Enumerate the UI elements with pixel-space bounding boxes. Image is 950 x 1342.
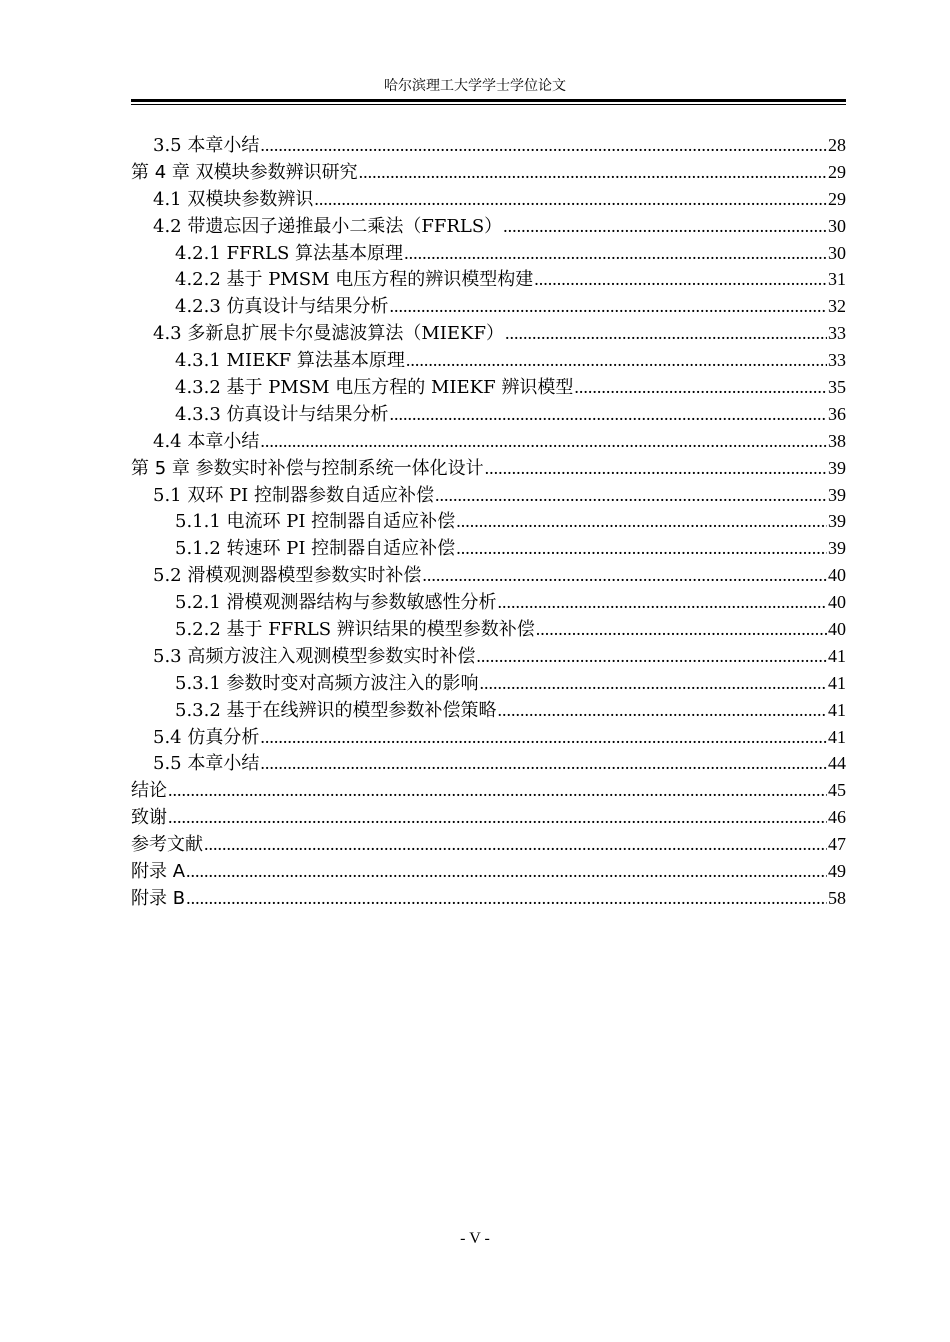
toc-entry-title: 结论	[131, 780, 167, 802]
toc-dot-leader	[574, 374, 827, 401]
toc-entry-page: 41	[828, 726, 846, 747]
toc-dot-leader	[456, 508, 827, 535]
toc-entry-page: 41	[828, 645, 846, 666]
toc-entry-page: 33	[828, 350, 846, 371]
toc-entry-page: 58	[828, 887, 846, 908]
header-title: 哈尔滨理工大学学士学位论文	[384, 78, 566, 94]
toc-entry-page: 39	[828, 457, 846, 478]
toc-entry[interactable]	[131, 562, 846, 589]
toc-entry[interactable]	[131, 159, 846, 186]
toc-entry-title: 5.3.1 参数时变对高频方波注入的影响	[175, 672, 479, 694]
toc-entry[interactable]	[131, 777, 846, 804]
toc-dot-leader	[260, 724, 827, 751]
toc-entry-page: 49	[828, 861, 846, 882]
toc-entry-title: 4.2.3 仿真设计与结果分析	[175, 296, 389, 318]
toc-entry[interactable]	[131, 589, 846, 616]
toc-dot-leader	[204, 831, 827, 858]
toc-dot-leader	[390, 401, 827, 428]
toc-entry-title: 第 5 章 参数实时补偿与控制系统一体化设计	[131, 457, 484, 479]
toc-dot-leader	[260, 428, 827, 455]
toc-entry-page: 47	[828, 834, 846, 855]
toc-entry-title: 5.4 仿真分析	[153, 726, 260, 748]
toc-entry[interactable]	[131, 724, 846, 751]
toc-entry-page: 35	[828, 377, 846, 398]
toc-entry-title: 4.3 多新息扩展卡尔曼滤波算法（MIEKF）	[153, 323, 504, 345]
toc-dot-leader	[406, 347, 827, 374]
toc-entry[interactable]	[131, 374, 846, 401]
toc-entry-page: 38	[828, 430, 846, 451]
toc-entry[interactable]	[131, 347, 846, 374]
toc-entry-page: 39	[828, 538, 846, 559]
toc-entry-page: 44	[828, 753, 846, 774]
toc-entry-title: 4.2 带遗忘因子递推最小二乘法（FFRLS）	[153, 215, 503, 237]
toc-entry-page: 40	[828, 619, 846, 640]
header-rule-thick	[131, 99, 846, 102]
toc-entry[interactable]	[131, 428, 846, 455]
toc-dot-leader	[390, 293, 827, 320]
toc-entry-page: 30	[828, 215, 846, 236]
toc-entry[interactable]	[131, 266, 846, 293]
toc-dot-leader	[168, 777, 827, 804]
table-of-contents	[131, 132, 846, 912]
toc-entry-page: 29	[828, 188, 846, 209]
toc-entry-title: 4.1 双模块参数辨识	[153, 188, 314, 210]
toc-entry-title: 5.5 本章小结	[153, 753, 260, 775]
toc-dot-leader	[485, 455, 827, 482]
toc-entry-page: 39	[828, 484, 846, 505]
toc-dot-leader	[186, 858, 827, 885]
toc-entry-title: 第 4 章 双模块参数辨识研究	[131, 161, 358, 183]
toc-entry[interactable]	[131, 750, 846, 777]
toc-dot-leader	[480, 670, 827, 697]
toc-entry[interactable]	[131, 240, 846, 267]
toc-entry-title: 参考文献	[131, 834, 203, 856]
toc-entry-page: 40	[828, 592, 846, 613]
toc-entry[interactable]	[131, 186, 846, 213]
toc-entry[interactable]	[131, 535, 846, 562]
toc-entry-title: 3.5 本章小结	[153, 135, 260, 156]
toc-entry[interactable]	[131, 508, 846, 535]
toc-dot-leader	[260, 132, 827, 159]
toc-entry[interactable]	[131, 831, 846, 858]
toc-dot-leader	[422, 562, 827, 589]
toc-entry[interactable]	[131, 320, 846, 347]
toc-dot-leader	[314, 186, 827, 213]
toc-dot-leader	[476, 643, 827, 670]
page-number: - V -	[460, 1230, 490, 1247]
toc-entry[interactable]	[131, 401, 846, 428]
toc-entry-title: 4.3.1 MIEKF 算法基本原理	[175, 350, 405, 372]
toc-dot-leader	[534, 266, 827, 293]
toc-entry-title: 5.2.1 滑模观测器结构与参数敏感性分析	[175, 592, 497, 614]
toc-dot-leader	[498, 589, 827, 616]
toc-entry-title: 致谢	[131, 807, 167, 829]
toc-entry-page: 41	[828, 699, 846, 720]
toc-dot-leader	[168, 804, 827, 831]
toc-entry[interactable]	[131, 858, 846, 885]
toc-entry[interactable]	[131, 670, 846, 697]
toc-entry-page: 33	[828, 323, 846, 344]
toc-dot-leader	[260, 750, 827, 777]
toc-dot-leader	[503, 213, 827, 240]
toc-entry[interactable]	[131, 697, 846, 724]
toc-dot-leader	[404, 240, 827, 267]
toc-dot-leader	[186, 885, 827, 912]
toc-entry-title: 附录 B	[131, 887, 186, 909]
header-rule-thin	[131, 104, 846, 105]
toc-entry-page: 29	[828, 161, 846, 182]
toc-entry-page: 39	[828, 511, 846, 532]
toc-entry-page: 45	[828, 780, 846, 801]
toc-entry[interactable]	[131, 132, 846, 159]
toc-dot-leader	[456, 535, 827, 562]
toc-entry[interactable]	[131, 616, 846, 643]
toc-entry[interactable]	[131, 455, 846, 482]
toc-entry-title: 5.2 滑模观测器模型参数实时补偿	[153, 565, 422, 587]
toc-entry-title: 5.3 高频方波注入观测模型参数实时补偿	[153, 645, 476, 667]
toc-entry-title: 4.3.2 基于 PMSM 电压方程的 MIEKF 辨识模型	[175, 377, 574, 399]
toc-entry-page: 32	[828, 296, 846, 317]
toc-entry-title: 5.1.1 电流环 PI 控制器自适应补偿	[175, 511, 456, 533]
toc-entry-title: 4.4 本章小结	[153, 430, 260, 452]
toc-entry-title: 附录 A	[131, 861, 186, 883]
toc-entry[interactable]	[131, 213, 846, 240]
toc-dot-leader	[498, 697, 827, 724]
toc-dot-leader	[359, 159, 827, 186]
toc-entry-page: 30	[828, 242, 846, 263]
toc-entry-title: 5.1.2 转速环 PI 控制器自适应补偿	[175, 538, 456, 560]
toc-entry[interactable]	[131, 293, 846, 320]
toc-entry-page: 41	[828, 672, 846, 693]
toc-dot-leader	[536, 616, 827, 643]
toc-entry[interactable]	[131, 482, 846, 509]
toc-entry-page: 40	[828, 565, 846, 586]
toc-entry-title: 5.1 双环 PI 控制器参数自适应补偿	[153, 484, 435, 506]
toc-entry-page: 36	[828, 403, 846, 424]
toc-entry-title: 5.2.2 基于 FFRLS 辨识结果的模型参数补偿	[175, 619, 535, 641]
toc-entry-page: 31	[828, 269, 846, 290]
toc-entry[interactable]	[131, 804, 846, 831]
toc-entry-title: 4.2.2 基于 PMSM 电压方程的辨识模型构建	[175, 269, 534, 291]
toc-entry[interactable]	[131, 643, 846, 670]
toc-entry[interactable]	[131, 885, 846, 912]
toc-entry-title: 4.3.3 仿真设计与结果分析	[175, 403, 389, 425]
toc-dot-leader	[505, 320, 827, 347]
toc-dot-leader	[435, 482, 827, 509]
toc-entry-page: 46	[828, 807, 846, 828]
toc-entry-page: 28	[828, 135, 846, 155]
toc-entry-title: 4.2.1 FFRLS 算法基本原理	[175, 242, 404, 264]
toc-entry-title: 5.3.2 基于在线辨识的模型参数补偿策略	[175, 699, 497, 721]
